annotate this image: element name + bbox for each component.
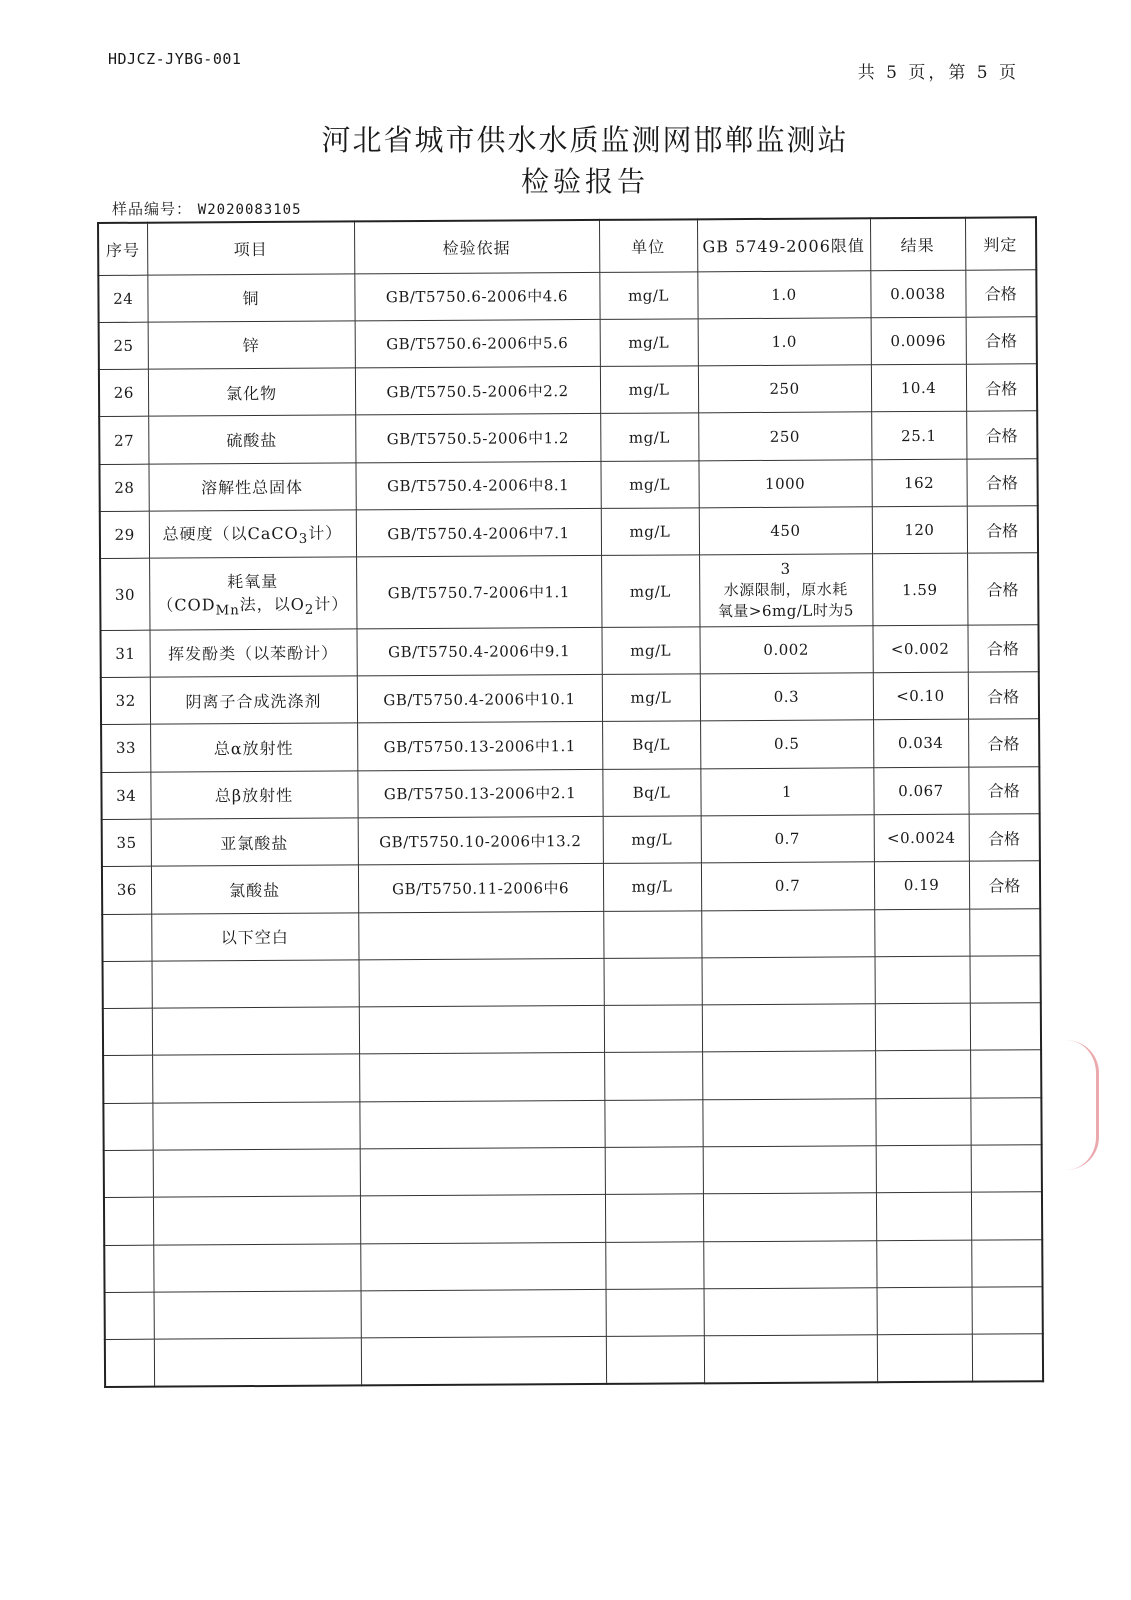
table-row — [99, 317, 1037, 370]
cell-limit: 0.7 — [701, 862, 874, 910]
empty-cell — [971, 1239, 1042, 1287]
cell-basis: GB/T5750.13-2006中1.1 — [357, 722, 602, 771]
cell-verdict: 合格 — [967, 506, 1038, 554]
cell-limit: 1.0 — [698, 318, 871, 366]
table-row — [98, 269, 1036, 322]
cell-basis: GB/T5750.4-2006中10.1 — [357, 674, 602, 723]
empty-cell — [103, 1103, 152, 1151]
col-header-limit: GB 5749-2006限值 — [697, 218, 870, 271]
cell-result: 1.59 — [872, 553, 967, 625]
table-row — [99, 364, 1037, 417]
cell-seq: 26 — [99, 369, 148, 417]
empty-cell — [969, 956, 1040, 1004]
cell-result: 120 — [872, 506, 967, 554]
table-row — [100, 624, 1038, 677]
empty-cell — [604, 1100, 702, 1148]
empty-cell — [704, 1335, 877, 1383]
cell-seq: 32 — [101, 677, 150, 725]
table-row-empty — [105, 1287, 1043, 1340]
cell-verdict: 合格 — [967, 553, 1038, 625]
table-row — [100, 553, 1038, 630]
cell-seq: 29 — [100, 511, 149, 559]
cell-limit: 1 — [700, 767, 873, 815]
cell-unit: mg/L — [600, 461, 698, 509]
cell-item: 锌 — [148, 321, 355, 370]
empty-cell — [359, 958, 604, 1007]
empty-cell — [702, 957, 875, 1005]
empty-cell — [603, 910, 701, 958]
empty-cell — [704, 1288, 877, 1336]
empty-cell — [606, 1336, 704, 1384]
empty-cell — [876, 1145, 971, 1193]
cell-verdict: 合格 — [968, 719, 1039, 767]
col-header-verdict: 判定 — [965, 217, 1036, 269]
cell-unit: Bq/L — [602, 768, 700, 816]
col-header-result: 结果 — [870, 218, 965, 271]
table-header-row — [98, 217, 1036, 275]
cell-basis: GB/T5750.5-2006中1.2 — [355, 414, 600, 463]
empty-cell — [605, 1194, 703, 1242]
cell-limit: 250 — [698, 365, 871, 413]
empty-cell — [604, 1052, 702, 1100]
empty-cell — [105, 1292, 154, 1340]
cell-seq: 33 — [101, 724, 150, 772]
empty-cell — [970, 1097, 1041, 1145]
empty-cell — [604, 1005, 702, 1053]
cell-verdict: 合格 — [966, 364, 1037, 412]
empty-cell — [104, 1197, 153, 1245]
cell-limit: 1000 — [698, 459, 871, 507]
sample-number-label: 样品编号： — [112, 200, 193, 218]
cell-result: 0.0096 — [871, 317, 966, 365]
table-row — [99, 458, 1037, 511]
col-header-unit: 单位 — [599, 219, 697, 272]
cell-result: 0.19 — [874, 861, 969, 909]
cell-seq: 25 — [99, 322, 148, 370]
cell-limit: 3 水源限制，原水耗 氧量>6mg/L时为5 — [699, 554, 872, 626]
cell-verdict: 合格 — [967, 624, 1038, 672]
cell-verdict: 合格 — [969, 861, 1040, 909]
empty-cell — [605, 1147, 703, 1195]
empty-cell — [152, 960, 359, 1009]
empty-cell — [103, 961, 152, 1009]
empty-cell — [972, 1287, 1043, 1335]
empty-cell — [359, 1006, 604, 1055]
cell-limit: 0.7 — [701, 815, 874, 863]
empty-cell — [877, 1334, 972, 1382]
cell-basis: GB/T5750.4-2006中9.1 — [356, 627, 601, 676]
empty-cell — [875, 1003, 970, 1051]
table-row — [102, 814, 1040, 867]
cell-basis: GB/T5750.10-2006中13.2 — [358, 816, 603, 865]
cell-seq: 24 — [98, 275, 147, 323]
empty-cell — [971, 1192, 1042, 1240]
cell-verdict: 合格 — [966, 317, 1037, 365]
empty-cell — [874, 909, 969, 957]
cell-seq: 27 — [99, 417, 148, 465]
cell-unit: mg/L — [600, 319, 698, 367]
cell-unit: mg/L — [601, 508, 699, 556]
table-row-empty — [103, 1003, 1041, 1056]
empty-cell — [702, 1004, 875, 1052]
cell-seq: 35 — [102, 819, 151, 867]
empty-cell — [875, 1051, 970, 1099]
cell-verdict: 合格 — [965, 269, 1036, 317]
table-row — [101, 719, 1039, 772]
cell-result: <0.10 — [873, 672, 968, 720]
empty-cell — [703, 1193, 876, 1241]
cell-limit: 0.002 — [699, 625, 872, 673]
table-row-blank-note — [102, 908, 1040, 961]
empty-cell — [972, 1334, 1043, 1382]
cell-unit: mg/L — [601, 555, 699, 627]
cell-item: 铜 — [147, 273, 354, 322]
cell-verdict: 合格 — [966, 458, 1037, 506]
empty-cell — [153, 1149, 360, 1198]
cell-basis: GB/T5750.4-2006中8.1 — [355, 461, 600, 510]
empty-cell — [970, 1050, 1041, 1098]
cell-verdict: 合格 — [968, 672, 1039, 720]
cell-result: 10.4 — [871, 364, 966, 412]
cell-seq: 34 — [101, 772, 150, 820]
empty-cell — [876, 1240, 971, 1288]
table-row — [99, 411, 1037, 464]
cell-seq: 36 — [102, 866, 151, 914]
empty-cell — [875, 1098, 970, 1146]
empty-cell — [152, 1054, 359, 1103]
sample-number — [112, 198, 302, 219]
cell-basis: GB/T5750.5-2006中2.2 — [355, 367, 600, 416]
cell-unit: mg/L — [601, 627, 699, 675]
table-row — [102, 861, 1040, 914]
cell-item: 硫酸盐 — [148, 415, 355, 464]
empty-cell — [152, 1007, 359, 1056]
empty-cell — [606, 1289, 704, 1337]
col-header-seq: 序号 — [98, 223, 147, 275]
empty-cell — [701, 909, 874, 957]
empty-cell — [104, 1150, 153, 1198]
cell-basis: GB/T5750.6-2006中5.6 — [355, 319, 600, 368]
cell-basis: GB/T5750.7-2006中1.1 — [356, 556, 601, 629]
cell-result: 25.1 — [871, 412, 966, 460]
cell-item: 总β放射性 — [150, 771, 357, 820]
empty-cell — [358, 911, 603, 960]
results-table-container — [97, 216, 1042, 1388]
empty-cell — [152, 1102, 359, 1151]
empty-cell — [359, 1100, 604, 1149]
table-row-empty — [104, 1192, 1042, 1245]
blank-below-note: 以下空白 — [151, 912, 358, 961]
empty-cell — [104, 1245, 153, 1293]
table-row — [101, 766, 1039, 819]
empty-cell — [153, 1243, 360, 1292]
table-row-empty — [103, 1050, 1041, 1103]
empty-cell — [361, 1289, 606, 1338]
cell-item: 耗氧量 （$COD_{Mn}$法，以$O_2$计） — [149, 557, 356, 630]
empty-cell — [154, 1291, 361, 1340]
empty-cell — [702, 1051, 875, 1099]
cell-verdict: 合格 — [969, 814, 1040, 862]
cell-basis: GB/T5750.13-2006中2.1 — [357, 769, 602, 818]
seal-stamp-edge — [1066, 1040, 1099, 1170]
cell-basis: GB/T5750.11-2006中6 — [358, 864, 603, 913]
cell-unit: mg/L — [602, 674, 700, 722]
cell-result: 162 — [871, 459, 966, 507]
cell-unit: mg/L — [603, 863, 701, 911]
empty-cell — [703, 1146, 876, 1194]
cell-basis: GB/T5750.4-2006中7.1 — [356, 508, 601, 557]
cell-result: 0.0038 — [870, 270, 965, 318]
col-header-item: 项目 — [147, 221, 354, 274]
table-row — [100, 506, 1038, 559]
table-row-empty — [103, 956, 1041, 1009]
cell-item: 总硬度（以CaCO$_3$计） — [149, 510, 356, 559]
report-subtitle: 检验报告 — [520, 165, 649, 198]
empty-cell — [969, 908, 1040, 956]
cell-verdict: 合格 — [968, 766, 1039, 814]
empty-cell — [153, 1196, 360, 1245]
results-table — [97, 216, 1044, 1388]
cell-unit: mg/L — [599, 271, 697, 319]
cell-result: 0.034 — [873, 720, 968, 768]
table-row — [101, 672, 1039, 725]
empty-cell — [703, 1240, 876, 1288]
page-number: 共 5 页，第 5 页 — [857, 63, 1019, 83]
empty-cell — [360, 1242, 605, 1291]
cell-limit: 1.0 — [697, 270, 870, 318]
empty-cell — [970, 1003, 1041, 1051]
cell-result: <0.0024 — [874, 814, 969, 862]
cell-item: 氯化物 — [148, 368, 355, 417]
cell-unit: mg/L — [600, 366, 698, 414]
empty-cell — [702, 1098, 875, 1146]
cell-verdict: 合格 — [966, 411, 1037, 459]
cell-seq: 31 — [100, 630, 149, 678]
cell-limit: 0.3 — [700, 673, 873, 721]
table-row-empty — [104, 1239, 1042, 1292]
empty-cell — [360, 1147, 605, 1196]
empty-cell — [875, 956, 970, 1004]
cell-result: <0.002 — [872, 625, 967, 673]
empty-cell — [877, 1287, 972, 1335]
cell-unit: mg/L — [600, 413, 698, 461]
cell-item: 溶解性总固体 — [148, 463, 355, 512]
empty-cell — [360, 1195, 605, 1244]
cell-item: 亚氯酸盐 — [151, 818, 358, 867]
empty-cell — [103, 1056, 152, 1104]
table-row-empty — [104, 1145, 1042, 1198]
empty-cell — [102, 914, 151, 962]
empty-cell — [971, 1145, 1042, 1193]
empty-cell — [361, 1337, 606, 1386]
cell-unit: mg/L — [603, 816, 701, 864]
table-row-empty — [103, 1097, 1041, 1150]
empty-cell — [359, 1053, 604, 1102]
col-header-basis: 检验依据 — [354, 220, 599, 273]
empty-cell — [154, 1338, 361, 1387]
empty-cell — [105, 1339, 154, 1387]
cell-basis: GB/T5750.6-2006中4.6 — [354, 272, 599, 321]
cell-result: 0.067 — [873, 767, 968, 815]
empty-cell — [103, 1008, 152, 1056]
empty-cell — [876, 1192, 971, 1240]
cell-item: 氯酸盐 — [151, 865, 358, 914]
cell-limit: 0.5 — [700, 720, 873, 768]
empty-cell — [605, 1241, 703, 1289]
document-code: HDJCZ-JYBG-001 — [108, 50, 242, 68]
cell-limit: 450 — [699, 507, 872, 555]
table-row-empty — [105, 1334, 1043, 1387]
cell-item: 总α放射性 — [150, 723, 357, 772]
cell-seq: 28 — [99, 464, 148, 512]
report-title: 河北省城市供水水质监测网邯郸监测站 — [321, 123, 849, 157]
cell-seq: 30 — [100, 558, 149, 630]
cell-item: 阴离子合成洗涤剂 — [150, 676, 357, 725]
sample-number-value: W2020083105 — [197, 202, 302, 218]
cell-unit: Bq/L — [602, 721, 700, 769]
empty-cell — [604, 958, 702, 1006]
cell-item: 挥发酚类（以苯酚计） — [149, 629, 356, 678]
cell-limit: 250 — [698, 412, 871, 460]
